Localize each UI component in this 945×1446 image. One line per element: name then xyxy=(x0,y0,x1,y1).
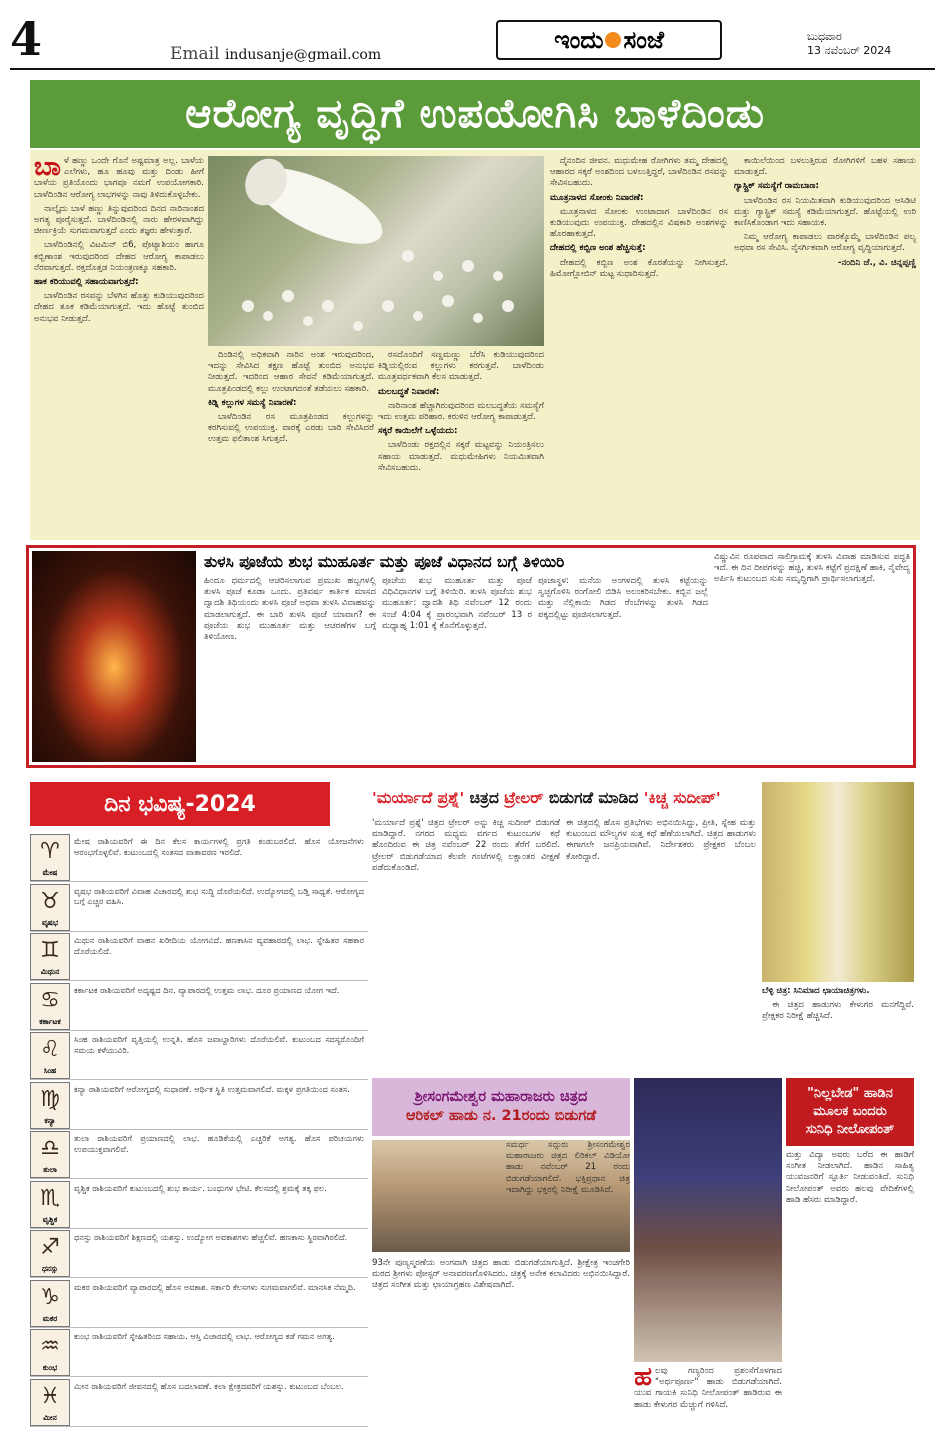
sangameshwara-side-text: ಸಮರ್ಥ ಸದ್ಗುರು ಶ್ರೀಸಂಗಮೇಶ್ವರ ಮಹಾರಾಜರು ಚಿತ್ರದ ಲಿರಿಕಲ್ ವಿಡಿಯೋ ಹಾಡು ನವೆಂಬರ್ 21 ರಂದು ಬಿಡುಗಡೆಯಾಗಲಿದೆ. ಭಕ್ತಿಪ್ರಧಾನ ಚಿತ್ರ ಇದಾಗಿದ್ದು ಭಕ್ತರಲ್ಲಿ ನಿರೀಕ್ಷೆ ಮೂಡಿಸಿದೆ. xyxy=(506,1140,630,1195)
film-column-1: 'ಮರ್ಯಾದೆ ಪ್ರಶ್ನೆ' ಚಿತ್ರದ ಟ್ರೇಲರ್ ಅನ್ನು ಕಿಚ್ಚ ಸುದೀಪ್ ಬಿಡುಗಡೆ ಮಾಡಿದ್ದಾರೆ. ನಗರದ ಮಧ್ಯಮ ವರ್ಗದ ಕುಟುಂಬಗಳ ಕಥೆ ಹೊಂದಿರುವ ಈ ಚಿತ್ರ ನವೆಂಬರ್ 22 ರಂದು ತೆರೆಗೆ ಬರಲಿದೆ. ಟ್ರೇಲರ್ ಬಿಡುಗಡೆಯಾದ ಕೆಲವೇ ಗಂಟೆಗಳಲ್ಲಿ ಲಕ್ಷಾಂತರ ವೀಕ್ಷಣೆ ಪಡೆದುಕೊಂಡಿದೆ. xyxy=(372,818,560,873)
lead-column-2: ದಿಂಡಿನಲ್ಲಿ ಅಧಿಕವಾಗಿ ನಾರಿನ ಅಂಶ ಇರುವುದರಿಂದ, ಇದನ್ನು ಸೇವಿಸಿದ ತಕ್ಷಣ ಹೊಟ್ಟೆ ತುಂಬಿದ ಅನುಭವ ನೀಡುತ್ತದೆ. ಇದರಿಂದ ಆಹಾರ ಸೇವನೆ ಕಡಿಮೆಯಾಗುತ್ತದೆ. ಮೂತ್ರಪಿಂಡದಲ್ಲಿ ಕಲ್ಲು ಉಂಟಾಗದಂತೆ ತಡೆಯಲು ಸಹಕಾರಿ. ಕಿಡ್ನಿ ಕಲ್ಲುಗಳ ಸಮಸ್ಯೆ ನಿವಾರಣೆ: ಬಾಳೆದಿಂಡಿನ ರಸ ಮೂತ್ರಪಿಂಡದ ಕಲ್ಲುಗಳನ್ನು ಕರಗಿಸುವಲ್ಲಿ ಉಪಯುಕ್ತ. ವಾರಕ್ಕೆ ಎರಡು ಬಾರಿ ಸೇವಿಸಿದರೆ ಉತ್ತಮ ಫಲಿತಾಂಶ ಸಿಗುತ್ತದೆ. xyxy=(208,350,374,445)
lead-byline: -ನಂದಿನಿ ಜೆ., ವಿ. ಚಿನ್ನಪ್ಪಣ್ಣಿ xyxy=(837,257,916,268)
horoscope-text: ಸಿಂಹ ರಾಶಿಯವರಿಗೆ ವೃತ್ತಿಯಲ್ಲಿ ಉನ್ನತಿ. ಹೊಸ ಜವಾಬ್ದಾರಿಗಳು ದೊರೆಯಲಿವೆ. ಕುಟುಂಬದ ಸದಸ್ಯರೊಂದಿಗೆ ಸಮಯ ಕಳೆಯುವಿರಿ. xyxy=(74,1034,364,1055)
masthead-left: ಇಂದು xyxy=(554,26,604,54)
horoscope-row xyxy=(30,834,368,882)
scorpio-icon xyxy=(30,1181,70,1228)
zodiac-glyph: ♑ xyxy=(40,1284,60,1310)
zodiac-name: ಸಿಂಹ xyxy=(43,1066,57,1075)
tulasi-column-2: ಪೂಜೆಯ ಶುಭ ಮುಹೂರ್ತ ಮತ್ತು ಪೂಜೆ ವಿಧಿವಿಧಾನಗಳ ಬಗ್ಗೆ ತಿಳಿಯಿರಿ. ತುಳಸಿ ಪೂಜೆಯ ಶುಭ ಮುಹೂರ್ತ: ದ್ವಾದಶಿ ತಿಥಿ ನವೆಂಬರ್ 12 ರಂದು ಸಂಜೆ 4:04 ಕ್ಕೆ ಪ್ರಾರಂಭವಾಗಿ ನವೆಂಬರ್ 13 ರ ಮಧ್ಯಾಹ್ನ 1:01 ಕ್ಕೆ ಕೊನೆಗೊಳ್ಳುತ್ತದೆ. xyxy=(382,576,532,631)
lead-column-1: ಬಾಳೆ ಹಣ್ಣು ಒಂದೇ ಗೊನೆ ಅಷ್ಟಮಾತ್ರ ಅಲ್ಲ. ಬಾಳೆಯ ಎಲೆಗಳು, ಹೂ ಹೂವು ಮತ್ತು ದಿಂಡು ಹೀಗೆ ಬಾಳೆಯ ಪ್ರತಿಯೊಂದು ಭಾಗವೂ ನಮಗೆ ಉಪಯೋಗಕಾರಿ. ಬಾಳೆದಿಂಡಿನ ಆರೋಗ್ಯ ಲಾಭಗಳನ್ನು ನಾವು ತಿಳಿದುಕೊಳ್ಳಬೇಕು. ನಾಲ್ಕೈದು ಬಾಳೆ ಹಣ್ಣು ತಿನ್ನುವುದರಿಂದ ದಿನದ ನಾರಿನಾಂಶದ ಅಗತ್ಯ ಪೂರೈಸುತ್ತದೆ. ಬಾಳೆದಿಂಡಿನಲ್ಲಿ ನಾರು ಹೇರಳವಾಗಿದ್ದು ಜೀರ್ಣಕ್ರಿಯೆ ಸುಗಮವಾಗುತ್ತದೆ ಎಂದು ತಜ್ಞರು ಹೇಳುತ್ತಾರೆ. ಬಾಳೆದಿಂಡಿನಲ್ಲಿ ವಿಟಮಿನ್ ಬಿ6, ಪೊಟ್ಯಾಶಿಯಂ ಹಾಗೂ ಕಬ್ಬಿಣಾಂಶ ಇರುವುದರಿಂದ ದೇಹದ ಆರೋಗ್ಯ ಕಾಪಾಡಲು ನೆರವಾಗುತ್ತದೆ. ರಕ್ತದೊತ್ತಡ ನಿಯಂತ್ರಣಕ್ಕೂ ಸಹಕಾರಿ. ಹಾಕ ಕರಿಯುವಲ್ಲಿ ಸಹಾಯವಾಗುತ್ತದೆ: ಬಾಳೆದಿಂಡಿನ ರಸವನ್ನು ಬೆಳಗಿನ ಹೊತ್ತು ಕುಡಿಯುವುದರಿಂದ ದೇಹದ ತೂಕ ಕಡಿಮೆಯಾಗುತ್ತದೆ. ಇದು ಹೊಟ್ಟೆ ತುಂಬಿದ ಅನುಭವ ನೀಡುತ್ತದೆ. xyxy=(34,156,204,324)
capricorn-icon xyxy=(30,1280,70,1327)
masthead-right: ಸಂಜೆ xyxy=(623,26,664,54)
lead-dropcap: ಬಾ xyxy=(34,156,61,182)
horoscope-row xyxy=(30,1082,368,1130)
libra-icon xyxy=(30,1131,70,1178)
zodiac-name: ವೃಶ್ಚಿಕ xyxy=(42,1214,58,1224)
taurus-icon xyxy=(30,884,70,931)
tulasi-puja-photo xyxy=(32,551,196,762)
issue-day: ಬುಧವಾರ xyxy=(807,30,842,43)
zodiac-glyph: ♒ xyxy=(40,1334,60,1359)
zodiac-name: ವೃಷಭ xyxy=(42,917,58,927)
aries-icon xyxy=(30,834,70,881)
leo-icon xyxy=(30,1032,70,1079)
issue-date-text: 13 ನವೆಂಬರ್ 2024 xyxy=(807,44,892,57)
cancer-icon xyxy=(30,983,70,1030)
horoscope-row xyxy=(30,983,368,1031)
horoscope-text: ಕರ್ಕಾಟಕ ರಾಶಿಯವರಿಗೆ ಅದೃಷ್ಟದ ದಿನ. ವ್ಯಾಪಾರದಲ್ಲಿ ಉತ್ತಮ ಲಾಭ. ದೂರ ಪ್ರಯಾಣದ ಯೋಗ ಇದೆ. xyxy=(74,984,340,995)
issue-date xyxy=(807,30,891,58)
tulasi-column-3: ಪೂಜಾಸ್ಥಳ: ಮನೆಯ ಅಂಗಳದಲ್ಲಿ ತುಳಸಿ ಕಟ್ಟೆಯನ್ನು ಸ್ವಚ್ಛಗೊಳಿಸಿ ರಂಗೋಲಿ ಬಿಡಿಸಿ ಅಲಂಕರಿಸಬೇಕು. ಕಬ್ಬಿನ ಜಲ್ಲೆ ಮತ್ತು ನೆಲ್ಲಿಕಾಯಿ ಗಿಡದ ರೆಂಬೆಗಳನ್ನು ತುಳಸಿ ಗಿಡದ ಪಕ್ಕದಲ್ಲಿಟ್ಟು ಪೂಜಿಸಲಾಗುತ್ತದೆ. xyxy=(538,576,708,620)
horoscope-row xyxy=(30,1032,368,1080)
zodiac-name: ಮೇಷ xyxy=(42,868,58,877)
horoscope-row xyxy=(30,884,368,932)
lead-subhead-7: ಗ್ಯಾಸ್ಟ್ರಿಕ್ ಸಮಸ್ಯೆಗೆ ರಾಮಬಾಣ: xyxy=(734,181,819,192)
film-column-3: ಬೆಳ್ಳಿ ಚಿತ್ರ: ಸಿನಿಮಾದ ಛಾಯಾಚಿತ್ರಗಳು. ಈ ಚಿತ್ರದ ಹಾಡುಗಳು ಕೇಳುಗರ ಮನಗೆದ್ದಿವೆ. ಪ್ರೇಕ್ಷಕರ ನಿರೀಕ್ಷೆ ಹೆಚ್ಚಿಸಿದೆ. xyxy=(762,986,914,1022)
lead-column-3: ರಸದೊಂದಿಗೆ ಸಣ್ಣಮಣ್ಣು ಬೆರೆಸಿ ಕುಡಿಯುವುದರಿಂದ ಕಿಡ್ನಿಯಲ್ಲಿರುವ ಕಲ್ಲುಗಳು ಕರಗುತ್ತವೆ. ಬಾಳೆದಿಂಡು ಮೂತ್ರವರ್ಧಕವಾಗಿ ಕೆಲಸ ಮಾಡುತ್ತದೆ. ಮಲಬದ್ಧತೆ ನಿವಾರಣೆ: ನಾರಿನಾಂಶ ಹೆಚ್ಚಾಗಿರುವುದರಿಂದ ಮಲಬದ್ಧತೆಯ ಸಮಸ್ಯೆಗೆ ಇದು ಉತ್ತಮ ಪರಿಹಾರ. ಕರುಳಿನ ಆರೋಗ್ಯ ಕಾಪಾಡುತ್ತದೆ. ಸಕ್ಕರೆ ಕಾಯಿಲೆಗೆ ಒಳ್ಳೆಯದು: ಬಾಳೆದಿಂಡು ರಕ್ತದಲ್ಲಿನ ಸಕ್ಕರೆ ಮಟ್ಟವನ್ನು ನಿಯಂತ್ರಿಸಲು ಸಹಾಯ ಮಾಡುತ್ತದೆ. ಮಧುಮೇಹಿಗಳು ನಿಯಮಿತವಾಗಿ ಸೇವಿಸಬಹುದು. xyxy=(378,350,544,473)
zodiac-glyph: ♋ xyxy=(40,987,60,1013)
tulasi-column-1: ಹಿಂದೂ ಧರ್ಮದಲ್ಲಿ ಆಚರಿಸಲಾಗುವ ಪ್ರಮುಖ ಹಬ್ಬಗಳಲ್ಲಿ ತುಳಸಿ ಪೂಜೆ ಕೂಡಾ ಒಂದು. ಪ್ರತಿವರ್ಷ ಕಾರ್ತಿಕ ಮಾಸದ ದ್ವಾದಶಿ ತಿಥಿಯಂದು ತುಳಸಿ ಪೂಜೆ ಅಥವಾ ತುಳಸಿ ವಿವಾಹವನ್ನು ಮಾಡಲಾಗುತ್ತದೆ. ಈ ಬಾರಿ ತುಳಸಿ ಪೂಜೆ ಯಾವಾಗ? ಈ ಪೂಜೆಯ ಶುಭ ಮುಹೂರ್ತ ಮತ್ತು ಆಚರಣೆಗಳ ಬಗ್ಗೆ ತಿಳಿಯೋಣ. xyxy=(204,576,376,643)
horoscope-text: ಕನ್ಯಾ ರಾಶಿಯವರಿಗೆ ಆರೋಗ್ಯದಲ್ಲಿ ಸುಧಾರಣೆ. ಆರ್ಥಿಕ ಸ್ಥಿತಿ ಉತ್ತಮವಾಗಲಿದೆ. ಮಕ್ಕಳ ಪ್ರಗತಿಯಿಂದ ಸಂತಸ. xyxy=(74,1083,350,1094)
masthead-logo xyxy=(496,20,722,60)
zodiac-glyph: ♎ xyxy=(40,1136,60,1161)
horoscope-row xyxy=(30,1329,368,1377)
film-column-2: ಈ ಚಿತ್ರದಲ್ಲಿ ಹೊಸ ಪ್ರತಿಭೆಗಳು ಅಭಿನಯಿಸಿದ್ದು, ಪ್ರೀತಿ, ಸ್ನೇಹ ಮತ್ತು ಕುಟುಂಬದ ಮೌಲ್ಯಗಳ ಸುತ್ತ ಕಥೆ ಹೆಣೆಯಲಾಗಿದೆ. ಚಿತ್ರದ ಹಾಡುಗಳು ಈಗಾಗಲೇ ಜನಪ್ರಿಯವಾಗಿವೆ. ನಿರ್ದೇಶಕರು ಪ್ರೇಕ್ಷಕರ ಬೆಂಬಲ ಕೋರಿದ್ದಾರೆ. xyxy=(566,818,756,862)
email-label: Email xyxy=(170,44,220,64)
email-line xyxy=(170,44,381,64)
lead-subhead-6: ದೇಹದಲ್ಲಿ ಕಬ್ಬಿಣ ಅಂಶ ಹೆಚ್ಚಿಸುತ್ತೆ: xyxy=(550,243,646,254)
zodiac-glyph: ♊ xyxy=(40,938,60,963)
film-still-photo xyxy=(762,782,914,982)
sangameshwara-headline: ಶ್ರೀಸಂಗಮೇಶ್ವರ ಮಹಾರಾಜರು ಚಿತ್ರದ ಆರಿಕಲ್ ಹಾಡು ನ. 21ರಂದು ಬಿಡುಗಡೆ xyxy=(372,1078,630,1136)
sangameshwara-body: 93ನೇ ಪುಣ್ಯಸ್ಮರಣೆಯ ಅಂಗವಾಗಿ ಚಿತ್ರದ ಹಾಡು ಬಿಡುಗಡೆಯಾಗುತ್ತಿದೆ. ಶ್ರೀಕ್ಷೇತ್ರ ಇಂಚಗೇರಿ ಮಠದ ಶ್ರೀಗಳು ಪೋಸ್ಟರ್ ಅನಾವರಣಗೊಳಿಸಿದರು. ಚಿತ್ರಕ್ಕೆ ಅನೇಕ ಕಲಾವಿದರು ಅಭಿನಯಿಸಿದ್ದಾರೆ. ಚಿತ್ರದ ಸಂಗೀತ ಮತ್ತು ಛಾಯಾಗ್ರಹಣ ವಿಶೇಷವಾಗಿದೆ. xyxy=(372,1258,630,1291)
horoscope-text: ಧನಸ್ಸು ರಾಶಿಯವರಿಗೆ ಶಿಕ್ಷಣದಲ್ಲಿ ಯಶಸ್ಸು. ಉದ್ಯೋಗ ಅವಕಾಶಗಳು ಹೆಚ್ಚಲಿವೆ. ಹಣಕಾಸು ಸ್ಥಿರವಾಗಿರಲಿದೆ. xyxy=(74,1232,348,1242)
zodiac-glyph: ♏ xyxy=(40,1185,60,1211)
lead-subhead-2: ಕಿಡ್ನಿ ಕಲ್ಲುಗಳ ಸಮಸ್ಯೆ ನಿವಾರಣೆ: xyxy=(208,397,297,408)
tulasi-column-4: ವಿಷ್ಣುವಿನ ರೂಪವಾದ ಸಾಲಿಗ್ರಾಮಕ್ಕೆ ತುಳಸಿ ವಿವಾಹ ಮಾಡಿಸುವ ಪದ್ಧತಿ ಇದೆ. ಈ ದಿನ ದೀಪಗಳನ್ನು ಹಚ್ಚಿ, ತುಳಸಿ ಕಟ್ಟೆಗೆ ಪ್ರದಕ್ಷಿಣೆ ಹಾಕಿ, ನೈವೇದ್ಯ ಅರ್ಪಿಸಿ ಕುಟುಂಬದ ಸುಖ ಸಮೃದ್ಧಿಗಾಗಿ ಪ್ರಾರ್ಥಿಸಲಾಗುತ್ತದೆ. xyxy=(714,552,910,585)
sunidhi-dropcap: ಹ xyxy=(634,1366,653,1392)
aquarius-icon xyxy=(30,1329,70,1376)
horoscope-row xyxy=(30,1230,368,1278)
lead-column-5: ಕಾಯಿಲೆಯಿಂದ ಬಳಲುತ್ತಿರುವ ರೋಗಿಗಳಿಗೆ ಬಹಳ ಸಹಾಯ ಮಾಡುತ್ತದೆ. ಗ್ಯಾಸ್ಟ್ರಿಕ್ ಸಮಸ್ಯೆಗೆ ರಾಮಬಾಣ: ಬಾಳೆದಿಂಡಿನ ರಸ ನಿಯಮಿತವಾಗಿ ಕುಡಿಯುವುದರಿಂದ ಆಸಿಡಿಟಿ ಮತ್ತು ಗ್ಯಾಸ್ಟ್ರಿಕ್ ಸಮಸ್ಯೆ ಕಡಿಮೆಯಾಗುತ್ತದೆ. ಹೊಟ್ಟೆಯಲ್ಲಿ ಉರಿ ಕಾಣಿಸಿಕೊಂಡಾಗ ಇದು ಸಹಾಯಕ. ನಿಮ್ಮ ಆರೋಗ್ಯ ಕಾಪಾಡಲು ವಾರಕ್ಕೊಮ್ಮೆ ಬಾಳೆದಿಂಡಿನ ಪಲ್ಯ ಅಥವಾ ರಸ ಸೇವಿಸಿ. ನೈಸರ್ಗಿಕವಾಗಿ ಆರೋಗ್ಯ ವೃದ್ಧಿಯಾಗುತ್ತದೆ. -ನಂದಿನಿ ಜೆ., ವಿ. ಚಿನ್ನಪ್ಪಣ್ಣಿ xyxy=(734,156,916,268)
horoscope-text: ಮೇಷ ರಾಶಿಯವರಿಗೆ ಈ ದಿನ ಕೆಲಸ ಕಾರ್ಯಗಳಲ್ಲಿ ಪ್ರಗತಿ ಕಂಡುಬರಲಿದೆ. ಹೊಸ ಯೋಜನೆಗಳು ಆರಂಭಗೊಳ್ಳಲಿವೆ. ಕುಟುಂಬದಲ್ಲಿ ಸಂತಸದ ವಾತಾವರಣ ಇರಲಿದೆ. xyxy=(74,836,364,857)
horoscope-text: ಮಕರ ರಾಶಿಯವರಿಗೆ ವ್ಯಾಪಾರದಲ್ಲಿ ಹೊಸ ಅವಕಾಶ. ಸರ್ಕಾರಿ ಕೆಲಸಗಳು ಸುಗಮವಾಗಲಿವೆ. ಮಾನಸಿಕ ನೆಮ್ಮದಿ. xyxy=(74,1281,356,1292)
zodiac-glyph: ♌ xyxy=(40,1037,60,1062)
horoscope-text: ವೃಶ್ಚಿಕ ರಾಶಿಯವರಿಗೆ ಕುಟುಂಬದಲ್ಲಿ ಶುಭ ಕಾರ್ಯ. ಬಂಧುಗಳ ಭೇಟಿ. ಕೆಲಸದಲ್ಲಿ ಶ್ರಮಕ್ಕೆ ತಕ್ಕ ಫಲ. xyxy=(74,1182,327,1193)
lead-subhead-4: ಸಕ್ಕರೆ ಕಾಯಿಲೆಗೆ ಒಳ್ಳೆಯದು: xyxy=(378,426,458,437)
horoscope-text: ಮೀನ ರಾಶಿಯವರಿಗೆ ಜೀವನದಲ್ಲಿ ಹೊಸ ಬದಲಾವಣೆ. ಕಲಾ ಕ್ಷೇತ್ರದವರಿಗೆ ಯಶಸ್ಸು. ಕುಟುಂಬದ ಬೆಂಬಲ. xyxy=(74,1380,344,1391)
zodiac-name: ಮಕರ xyxy=(42,1313,58,1323)
virgo-icon xyxy=(30,1082,70,1129)
zodiac-name: ಕುಂಭ xyxy=(42,1363,58,1372)
horoscope-heading: ದಿನ ಭವಿಷ್ಯ-2024 xyxy=(30,782,330,826)
lead-subhead-3: ಮಲಬದ್ಧತೆ ನಿವಾರಣೆ: xyxy=(378,386,440,397)
horoscope-row xyxy=(30,1181,368,1229)
sagittarius-icon xyxy=(30,1230,70,1277)
sun-icon xyxy=(605,32,621,48)
zodiac-glyph: ♐ xyxy=(40,1235,60,1260)
zodiac-name: ತುಲಾ xyxy=(43,1165,57,1174)
gemini-icon xyxy=(30,933,70,980)
email-address[interactable]: indusanje@gmail.com xyxy=(224,47,382,63)
horoscope-text: ತುಲಾ ರಾಶಿಯವರಿಗೆ ಪ್ರಯಾಣದಲ್ಲಿ ಲಾಭ. ಹೂಡಿಕೆಯಲ್ಲಿ ಎಚ್ಚರಿಕೆ ಅಗತ್ಯ. ಹೊಸ ಪರಿಚಯಗಳು ಉಪಯುಕ್ತವಾಗಲಿವೆ. xyxy=(74,1133,364,1154)
zodiac-glyph: ♈ xyxy=(40,839,60,864)
sunidhi-body: ಹಲವು ಗಣ್ಯರಿಂದ ಪ್ರಶಂಸೆಗೊಳಗಾದ "ಅರ್ಥಪೂರ್ಣ" ಹಾಡು ಬಿಡುಗಡೆಯಾಗಿದೆ. ಯುವ ಗಾಯಕಿ ಸುನಿಧಿ ನೀಲೋಪಂತ್ ಹಾಡಿರುವ ಈ ಹಾಡು ಕೇಳುಗರ ಮೆಚ್ಚುಗೆ ಗಳಿಸಿದೆ. xyxy=(634,1366,782,1410)
horoscope-text: ಮಿಥುನ ರಾಶಿಯವರಿಗೆ ವಾಹನ ಖರೀದಿಯ ಯೋಗವಿದೆ. ಹಣಕಾಸಿನ ವ್ಯವಹಾರದಲ್ಲಿ ಲಾಭ. ಸ್ನೇಹಿತರ ಸಹಕಾರ ದೊರೆಯಲಿದೆ. xyxy=(74,935,364,956)
film-headline: 'ಮರ್ಯಾದೆ ಪ್ರಶ್ನೆ' ಚಿತ್ರದ ಟ್ರೇಲರ್ ಬಿಡುಗಡೆ ಮಾಡಿದ 'ಕಿಚ್ಚ ಸುದೀಪ್' xyxy=(372,789,721,807)
page-number: 4 xyxy=(10,12,43,66)
zodiac-glyph: ♓ xyxy=(40,1383,60,1409)
zodiac-name: ಮೀನ xyxy=(43,1412,57,1422)
zodiac-name: ಮಿಥುನ xyxy=(40,967,60,976)
zodiac-glyph: ♉ xyxy=(40,888,60,914)
nillabeda-column: ಮತ್ತು ವಿದ್ಯಾ ಅವರು ಬರೆದ ಈ ಹಾಡಿಗೆ ಸಂಗೀತ ನೀಡಲಾಗಿದೆ. ಹಾಡಿನ ಸಾಹಿತ್ಯ ಯುವಜನರಿಗೆ ಸ್ಫೂರ್ತಿ ನೀಡುವಂತಿದೆ. ಸುನಿಧಿ ನೀಲೋಪಂತ್ ಅವರು ಹಲವು ವೇದಿಕೆಗಳಲ್ಲಿ ಹಾಡಿ ಹೆಸರು ಮಾಡಿದ್ದಾರೆ. xyxy=(786,1150,914,1205)
zodiac-glyph: ♍ xyxy=(40,1086,60,1112)
zodiac-name: ಧನಸ್ಸು xyxy=(41,1264,59,1273)
horoscope-row xyxy=(30,1131,368,1179)
film-photo-caption: ಬೆಳ್ಳಿ ಚಿತ್ರ: ಸಿನಿಮಾದ ಛಾಯಾಚಿತ್ರಗಳು. xyxy=(762,986,870,996)
pisces-icon xyxy=(30,1379,70,1426)
banana-stem-photo xyxy=(208,156,544,346)
lead-column-4: ದೈನಂದಿನ ಜೀವನ. ಮಧುಮೇಹ ರೋಗಿಗಳು ತಮ್ಮ ದೇಹದಲ್ಲಿ ಆಹಾರದ ಸಕ್ಕರೆ ಅಂಶದಿಂದ ಬಳಲುತ್ತಿದ್ದರೆ, ಬಾಳೆದಿಂಡಿನ ರಸವನ್ನು ಸೇವಿಸಬಹುದು. ಮೂತ್ರನಾಳದ ಸೋಂಕು ನಿವಾರಣೆ: ಮೂತ್ರನಾಳದ ಸೋಂಕು ಉಂಟಾದಾಗ ಬಾಳೆದಿಂಡಿನ ರಸ ಕುಡಿಯುವುದು ಉಪಯುಕ್ತ. ದೇಹದಲ್ಲಿನ ವಿಷಕಾರಿ ಅಂಶಗಳನ್ನು ಹೊರಹಾಕುತ್ತದೆ. ದೇಹದಲ್ಲಿ ಕಬ್ಬಿಣ ಅಂಶ ಹೆಚ್ಚಿಸುತ್ತೆ: ದೇಹದಲ್ಲಿ ಕಬ್ಬಿಣ ಅಂಶ ಕೊರತೆಯನ್ನು ನೀಗಿಸುತ್ತದೆ. ಹಿಮೋಗ್ಲೋಬಿನ್ ಮಟ್ಟ ಸುಧಾರಿಸುತ್ತದೆ. xyxy=(550,156,728,279)
horoscope-row xyxy=(30,1280,368,1328)
sunidhi-photo xyxy=(634,1078,782,1362)
lead-headline: ಆರೋಗ್ಯ ವೃದ್ಧಿಗೆ ಉಪಯೋಗಿಸಿ ಬಾಳೆದಿಂಡು xyxy=(30,80,920,148)
tulasi-headline: ತುಳಸಿ ಪೂಜೆಯ ಶುಭ ಮುಹೂರ್ತ ಮತ್ತು ಪೂಜೆ ವಿಧಾನದ ಬಗ್ಗೆ ತಿಳಿಯಿರಿ xyxy=(204,553,565,571)
horoscope-row xyxy=(30,933,368,981)
lead-subhead-1: ಹಾಕ ಕರಿಯುವಲ್ಲಿ ಸಹಾಯವಾಗುತ್ತದೆ: xyxy=(34,277,139,288)
header-rule xyxy=(10,68,935,70)
zodiac-name: ಕನ್ಯಾ xyxy=(44,1115,56,1125)
lead-subhead-5: ಮೂತ್ರನಾಳದ ಸೋಂಕು ನಿವಾರಣೆ: xyxy=(550,192,644,203)
horoscope-text: ವೃಷಭ ರಾಶಿಯವರಿಗೆ ವಿವಾಹ ವಿಚಾರದಲ್ಲಿ ಶುಭ ಸುದ್ದಿ ದೊರೆಯಲಿದೆ. ಉದ್ಯೋಗದಲ್ಲಿ ಬಡ್ತಿ ಸಾಧ್ಯತೆ. ಆರೋಗ್ಯದ ಬಗ್ಗೆ ಎಚ್ಚರ ವಹಿಸಿ. xyxy=(74,885,364,906)
zodiac-name: ಕರ್ಕಾಟಕ xyxy=(39,1016,61,1026)
banana-stem-illustration xyxy=(208,156,544,346)
horoscope-row xyxy=(30,1379,368,1427)
horoscope-text: ಕುಂಭ ರಾಶಿಯವರಿಗೆ ಸ್ನೇಹಿತರಿಂದ ಸಹಾಯ. ಆಸ್ತಿ ವಿಚಾರದಲ್ಲಿ ಲಾಭ. ಆರೋಗ್ಯದ ಕಡೆ ಗಮನ ಅಗತ್ಯ. xyxy=(74,1331,335,1341)
nillabeda-headline: "ನಿಲ್ಲಬೇಡ" ಹಾಡಿನ ಮೂಲಕ ಬಂದರು ಸುನಿಧಿ ನೀಲೋಪಂತ್ xyxy=(786,1078,914,1146)
